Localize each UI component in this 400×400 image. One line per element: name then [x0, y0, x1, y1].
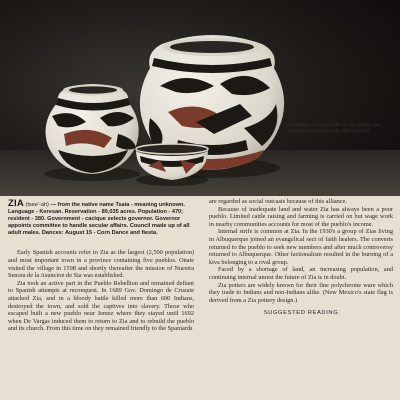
pronunciation: (tsee'-ah): [25, 202, 49, 208]
suggested-reading-heading: SUGGESTED READING: [263, 310, 339, 317]
pueblo-entry: [8, 200, 194, 237]
paragraph: Internal strife is common at Zia. In the 1930's a group of Zias living in Albuquerque joined an evangelical sect of faith healers. The converts returned to the pueblo to seek new members and after much controversy returned to Albuquerque. Other factionalism resulted in the burning of a kiva belonging to a rival group.: [209, 228, 393, 266]
paragraph: are regarded as social outcasts because of this alliance.: [209, 198, 347, 205]
small-bowl: [136, 144, 208, 186]
entry-facts: — from the native name Tsaia - meaning unknown. Language - Keresan. Reservation - 89,035 acres. Population - 470; resident - 380. Government - cacique selects governor. Governor appoints committee to handle secular affairs. Council made up of all adult males. Dances: August 15 - Corn Dance and fiesta.: [8, 202, 190, 237]
photo-caption: Zia pottery, recognized for its fine quality, has always been popular with other pueblos.: [287, 122, 381, 133]
paragraph: Because of inadequate land and water Zia has always been a poor pueblo. Limited cattle raising and farming is carried on but wage work in nearby communities accounts for most of the pueblo's income.: [209, 205, 393, 228]
paragraph: Early Spanish accounts refer to Zia as the largest (2,500 population) and most important town in a province containing five pueblos. Onate visited the village in 1598 and shortly thereafter the mission of Nuestra Senora de la Asuncion de Sia was established.: [8, 249, 194, 280]
paragraph: Zia took an active part in the Pueblo Rebellion and remained defiant to Spanish attempts at reconquest. In 1689 Gov. Domingo de Cruzate attacked Zia, and in a bloody battle killed more than 600 Indians, destroyed the town, and sold the captives into slavery. Those who escaped built a new pueblo near Jemez where they stayed until 1692 when De Vargas induced them to return to Zia and to rebuild the pueblo and its church. From this time on they remained friendly to the Spaniards: [8, 279, 194, 333]
left-column: [8, 200, 194, 333]
paragraph: Zia potters are widely known for their fine polychrome ware which they trade to Indians and non-Indians alike. (New Mexico's state flag is derived from a Zia pottery design.): [209, 281, 393, 304]
right-column: [209, 198, 393, 316]
pueblo-name: ZIA: [8, 198, 24, 209]
pottery-photo: [0, 0, 400, 196]
paragraph: Faced by a shortage of land, an increasing population, and continuing internal unrest the future of Zia is in doubt.: [209, 266, 393, 281]
